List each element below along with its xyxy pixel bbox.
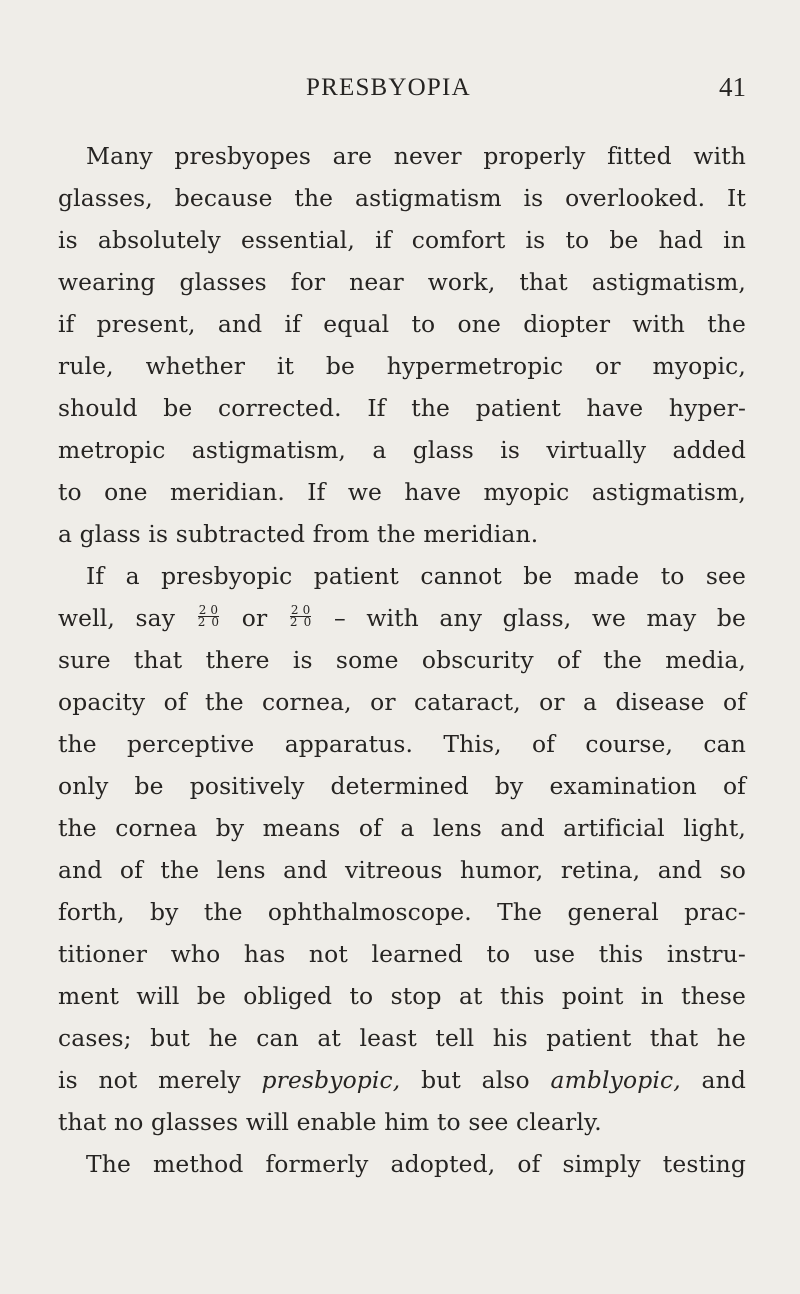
text-line: should be corrected. If the patient have hyper- bbox=[58, 394, 746, 422]
page-number: 41 bbox=[719, 72, 746, 102]
text-line: a glass is subtracted from the meridian. bbox=[58, 520, 539, 548]
text-line: Many presbyopes are never properly fitted with bbox=[86, 142, 746, 170]
text-segment: and bbox=[701, 1066, 746, 1094]
text-line: if present, and if equal to one diopter with the bbox=[58, 310, 746, 338]
fraction-denominator: 2 0 bbox=[289, 615, 312, 629]
text-line: rule, whether it be hypermetropic or myopic, bbox=[58, 352, 746, 380]
text-line: metropic astigmatism, a glass is virtually added bbox=[58, 436, 746, 464]
fraction-denominator: 2 0 bbox=[197, 615, 220, 629]
text-line-with-fractions bbox=[58, 597, 746, 639]
text-line: cases; but he can at least tell his patient that he bbox=[58, 1024, 746, 1052]
text-segment: is not merely bbox=[58, 1066, 241, 1094]
text-line: The method formerly adopted, of simply testing bbox=[86, 1150, 746, 1178]
fraction-numerator: 2 0 bbox=[198, 603, 219, 617]
text-segment: but also bbox=[421, 1066, 530, 1094]
running-head: PRESBYOPIA bbox=[306, 74, 471, 101]
text-line: If a presbyopic patient cannot be made to see bbox=[86, 562, 746, 590]
italic-term-amblyopic: amblyopic, bbox=[550, 1066, 681, 1094]
text-line: sure that there is some obscurity of the media, bbox=[58, 646, 746, 674]
fraction-twenty-twenty bbox=[290, 605, 312, 628]
text-segment: well, say bbox=[58, 604, 176, 632]
text-line: titioner who has not learned to use this instru- bbox=[58, 940, 746, 968]
text-line: to one meridian. If we have myopic astigmatism, bbox=[58, 478, 746, 506]
italic-term-presbyopic: presbyopic, bbox=[261, 1066, 401, 1094]
text-line: wearing glasses for near work, that astigmatism, bbox=[58, 268, 746, 296]
text-line: ment will be obliged to stop at this point in these bbox=[58, 982, 746, 1010]
fraction-twenty-twenty bbox=[198, 605, 220, 628]
page-header bbox=[58, 72, 746, 112]
text-line: only be positively determined by examination of bbox=[58, 772, 746, 800]
text-segment: – with any glass, we may be bbox=[333, 604, 746, 632]
text-line: and of the lens and vitreous humor, retina, and so bbox=[58, 856, 746, 884]
text-line: glasses, because the astigmatism is overlooked. It bbox=[58, 184, 746, 212]
fraction-numerator: 2 0 bbox=[290, 603, 311, 617]
text-line: the cornea by means of a lens and artificial light, bbox=[58, 814, 746, 842]
text-line: opacity of the cornea, or cataract, or a disease of bbox=[58, 688, 746, 716]
body-text bbox=[58, 135, 746, 1185]
text-line-with-italics bbox=[58, 1059, 746, 1101]
text-line: forth, by the ophthalmoscope. The general prac- bbox=[58, 898, 746, 926]
text-line: is absolutely essential, if comfort is to be had in bbox=[58, 226, 746, 254]
text-line: that no glasses will enable him to see clearly. bbox=[58, 1108, 602, 1136]
text-line: the perceptive apparatus. This, of course, can bbox=[58, 730, 746, 758]
text-segment: or bbox=[241, 604, 268, 632]
